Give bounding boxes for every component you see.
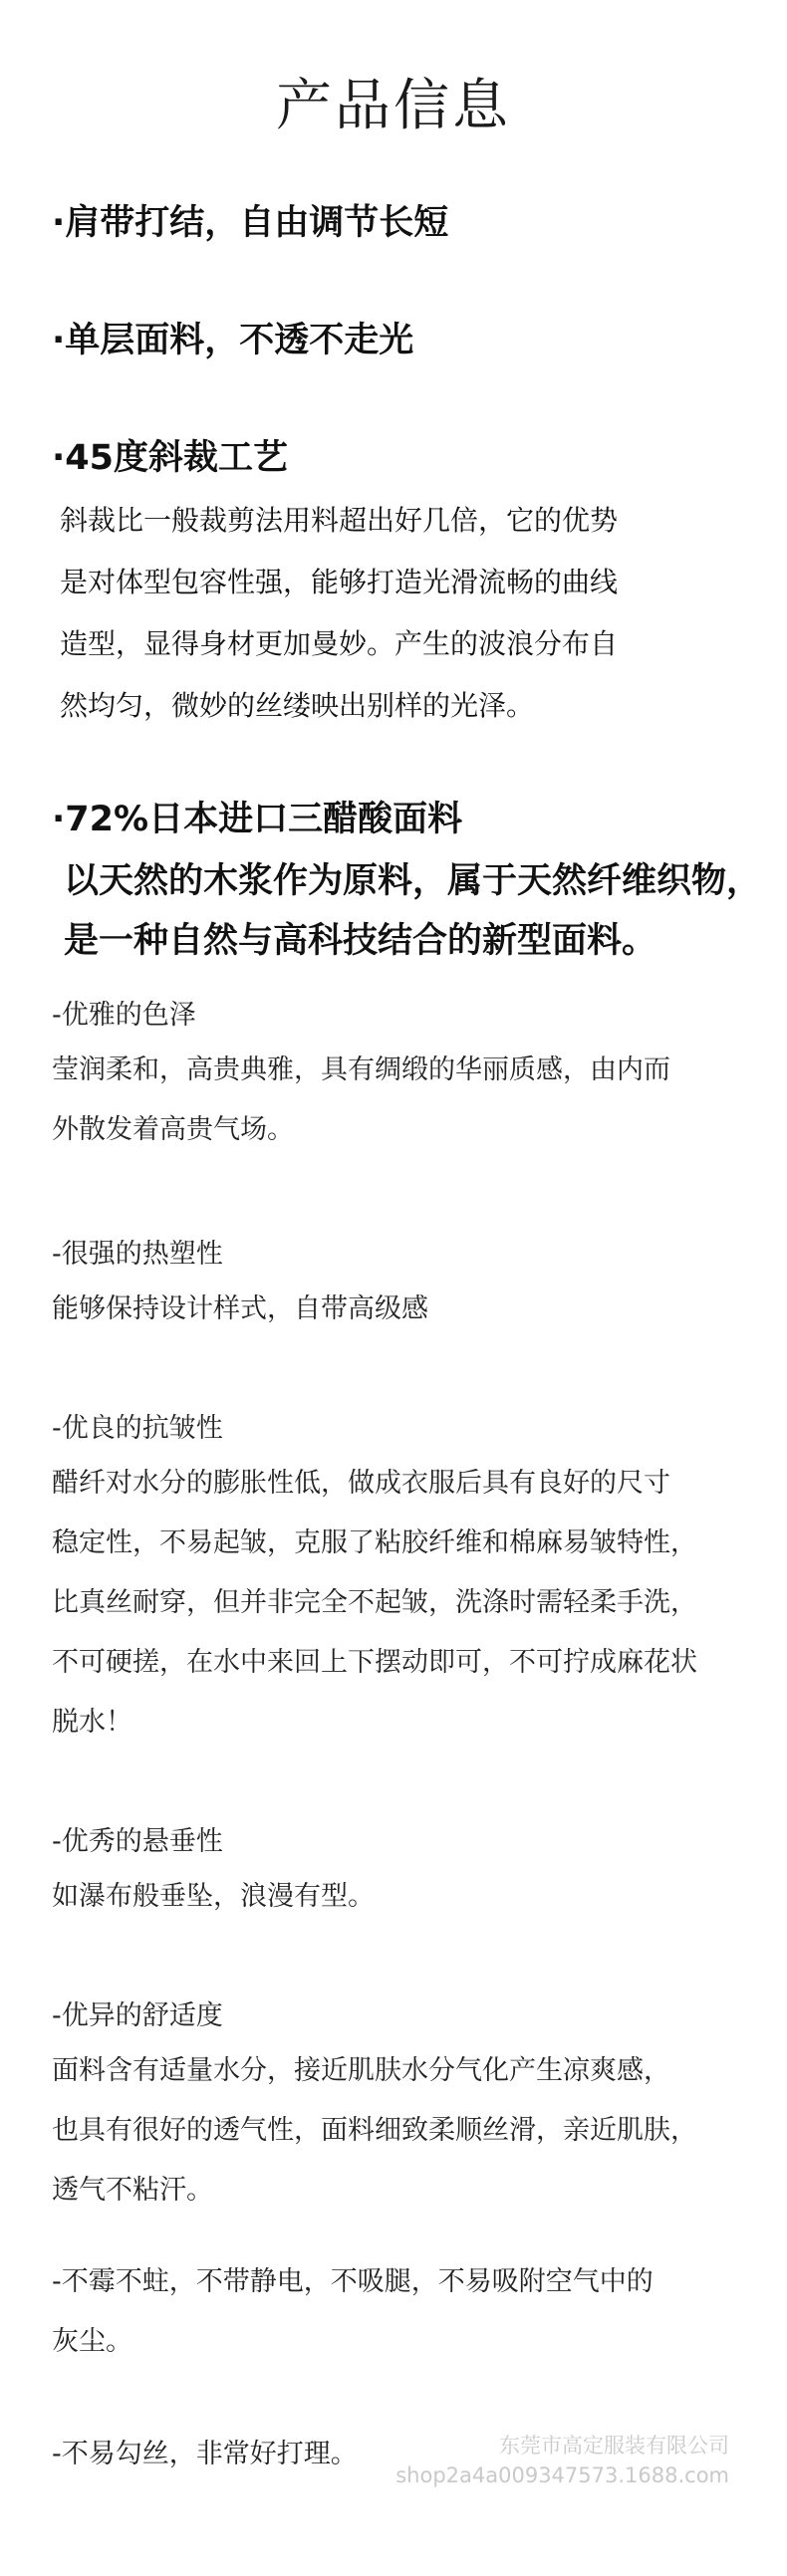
section-line: 脱水！	[52, 1707, 132, 1738]
section-line: 如瀑布般垂坠，浪漫有型。	[52, 1881, 375, 1912]
section-comfort	[52, 1991, 697, 2221]
paragraph-line: 是对体型包容性强，能够打造光滑流畅的曲线	[60, 566, 619, 598]
section-color	[52, 991, 670, 1160]
section-line: -不易勾丝，非常好打理。	[52, 2439, 358, 2469]
section-heading: -优异的舒适度	[52, 2000, 223, 2031]
section-line: 外散发着高贵气场。	[52, 1114, 294, 1145]
section-line: 灰尘。	[52, 2326, 132, 2357]
paragraph-line: 以天然的木浆作为原料，属于天然纤维织物，	[64, 861, 762, 901]
section-drape	[52, 1817, 375, 1927]
page-title: 产品信息	[276, 74, 511, 138]
section-line: 面料含有适量水分，接近肌肤水分气化产生凉爽感，	[52, 2055, 670, 2086]
section-line: 莹润柔和，高贵典雅，具有绸缎的华丽质感，由内而	[52, 1054, 670, 1085]
section-heading: -很强的热塑性	[52, 1239, 223, 1270]
paragraph-line: 是一种自然与高科技结合的新型面料。	[64, 921, 657, 961]
paragraph-line: 造型，显得身材更加曼妙。产生的波浪分布自	[60, 627, 619, 660]
paragraph-line: 斜裁比一般裁剪法用料超出好几倍，它的优势	[60, 504, 619, 537]
bullet-bias-cut: ·45度斜裁工艺	[52, 438, 289, 478]
section-line: -不霉不蛀，不带静电，不吸腿，不易吸附空气中的	[52, 2266, 654, 2297]
bullet-strap: ·肩带打结，自由调节长短	[52, 203, 449, 243]
bias-cut-paragraph	[60, 490, 618, 737]
section-easy-care	[52, 2425, 358, 2484]
section-line: 不可硬搓，在水中来回上下摆动即可，不可拧成麻花状	[52, 1647, 697, 1678]
section-line: 能够保持设计样式，自带高级感	[52, 1293, 428, 1324]
section-anti-mildew	[52, 2252, 654, 2372]
section-heading: -优秀的悬垂性	[52, 1826, 223, 1857]
section-line: 稳定性，不易起皱，克服了粘胶纤维和棉麻易皱特性，	[52, 1527, 697, 1558]
section-thermoplastic	[52, 1230, 428, 1339]
watermark-company: 东莞市高定服装有限公司	[499, 2434, 729, 2458]
section-line: 透气不粘汗。	[52, 2175, 213, 2206]
acetate-paragraph	[64, 851, 761, 971]
section-line: 比真丝耐穿，但并非完全不起皱，洗涤时需轻柔手洗，	[52, 1587, 697, 1618]
section-wrinkle-resistance	[52, 1404, 697, 1753]
bullet-acetate: ·72%日本进口三醋酸面料	[52, 800, 463, 839]
bullet-fabric: ·单层面料，不透不走光	[52, 321, 414, 360]
section-line: 醋纤对水分的膨胀性低，做成衣服后具有良好的尺寸	[52, 1468, 670, 1499]
section-line: 也具有很好的透气性，面料细致柔顺丝滑，亲近肌肤，	[52, 2115, 697, 2146]
section-heading: -优良的抗皱性	[52, 1413, 223, 1444]
section-heading: -优雅的色泽	[52, 1000, 196, 1031]
paragraph-line: 然均匀，微妙的丝缕映出别样的光泽。	[60, 689, 535, 722]
watermark-shop-url: shop2a4a009347573.1688.com	[395, 2463, 729, 2487]
